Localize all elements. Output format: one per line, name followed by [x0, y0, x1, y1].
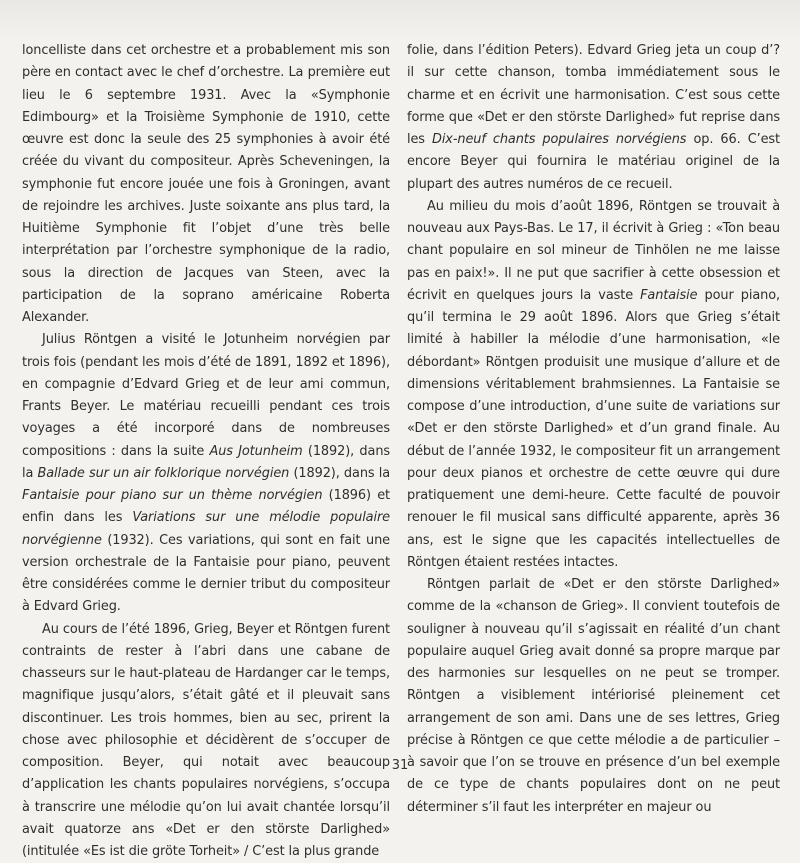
paragraph-6 [407, 574, 780, 819]
paragraph-text: pour piano, qu’il termina le 29 août 1896. Alors que Grieg s’était limité à habiller la mélodie d’une harmonisation, «le débordant» Röntgen produisit une musique d’allure et de dimensions véritablement brahmsiennes. La Fantaisie se compose d’une introduction, d’une suite de variations sur «Det er den störste Darlighed» et d’un grand finale. Au début de l’année 1932, le compositeur fit un arrangement pour deux pianos et orchestre de cette œuvre qui dure pratiquement une demi-heure. Cette faculté de pouvoir renouer le fil musical sans difficulté apparente, après 36 ans, est le signe que les capacités intellectuelles de Röntgen étaient restées intactes. [407, 288, 780, 570]
paragraph-text: (1932). Ces variations, qui sont en fait une version orchestrale de la Fantaisie pour piano, peuvent être considérées comme le dernier tribut du compositeur à Edvard Grieg. [22, 533, 390, 615]
work-title-italic: Fantaisie [640, 288, 697, 303]
paragraph-text: op. 66. C’est encore Beyer qui fournira le matériau originel de la plupart des autres numéros de ce recueil. [407, 132, 780, 192]
paragraph-2 [22, 329, 390, 618]
work-title-italic: Ballade sur un air folklorique norvégien [38, 466, 290, 481]
page-number: 31 [0, 758, 800, 773]
paragraph-text: Julius Röntgen a visité le Jotunheim norvégien par trois fois (pendant les mois d’été de 1891, 1892 et 1896), en compagnie d’Edvard Grieg et de leur ami commun, Frants Beyer. Le matériau recueilli pendant ces trois voyages a été incorporé dans de nombreuses compositions : dans la suite [22, 332, 390, 458]
work-title-italic: Aus Jotunheim [210, 444, 303, 459]
paragraph-text: folie, dans l’édition Peters). Edvard Grieg jeta un coup d’?il sur cette chanson, tomba immédiatement sous le charme et en écrivit une harmonisation. C’est sous cette forme que «Det er den störste Darlighed» fut reprise dans les [407, 43, 780, 147]
text-column-right [407, 40, 780, 819]
paragraph-4 [407, 40, 780, 196]
paragraph-text: Au cours de l’été 1896, Grieg, Beyer et Röntgen furent contraints de rester à l’abri dans une cabane de chasseurs sur le haut-plateau de Hardanger car le temps, magnifique jusqu’alors, s’était gâté et il pleuvait sans discontinuer. Les trois hommes, bien au sec, prirent la chose avec philosophie et décidèrent de s’occuper de composition. Beyer, qui notait avec beaucoup d’application les chants populaires norvégiens, s’occupa à transcrire une mélodie qu’on lui avait chantée lorsqu’il avait quatorze ans «Det er den störste Darlighed» (intitulée «Es ist die gröte Torheit» / C’est la plus grande [22, 622, 390, 860]
work-title-italic: Variations sur une mélodie populaire norvégienne [22, 510, 390, 547]
work-title-italic: Dix-neuf chants populaires norvégiens [432, 132, 686, 147]
paragraph-text: Röntgen parlait de «Det er den störste Darlighed» comme de la «chanson de Grieg». Il convient toutefois de souligner à nouveau qu’il s’agissait en réalité d’un chant populaire auquel Grieg avait donné sa propre marque par des harmonies sur lesquelles on ne peut se tromper. Röntgen a visiblement intériorisé pleinement cet arrangement de son ami. Dans une de ses lettres, Grieg précise à Röntgen ce que cette mélodie a de particulier – à savoir que l’on se trouve en présence d’un bel exemple de ce type de chants populaires dont on ne peut déterminer s’il faut les interpréter en majeur ou [407, 577, 780, 815]
paragraph-3 [22, 619, 390, 863]
paragraph-text: (1892), dans la [289, 466, 390, 481]
paragraph-text: Au milieu du mois d’août 1896, Röntgen se trouvait à nouveau aux Pays-Bas. Le 17, il écrivit à Grieg : «Ton beau chant populaire en sol mineur de Tinhölen ne me laisse pas en paix!». Il ne put que sacrifier à cette obsession et écrivit en quelques jours la vaste [407, 199, 780, 303]
work-title-italic: Fantaisie pour piano sur un thème norvégien [22, 488, 322, 503]
paragraph-5 [407, 196, 780, 574]
page-top-edge [0, 0, 800, 40]
paragraph-text: (1896) et enfin dans les [22, 488, 390, 525]
text-column-left [22, 40, 390, 863]
paragraph-1 [22, 40, 390, 329]
paragraph-text: (1892), dans la [22, 444, 390, 481]
paragraph-text: loncelliste dans cet orchestre et a probablement mis son père en contact avec le chef d’orchestre. La première eut lieu le 6 septembre 1931. Avec la «Symphonie Edimbourg» et la Troisième Symphonie de 1910, cette œuvre est donc la seule des 25 symphonies à avoir été créée du vivant du compositeur. Après Scheveningen, la symphonie fut encore jouée une fois à Groningen, avant de rejoindre les archives. Juste soixante ans plus tard, la Huitième Symphonie fit l’objet d’une très belle interprétation par l’orchestre symphonique de la radio, sous la direction de Jacques van Steen, avec la participation de la soprano américaine Roberta Alexander. [22, 43, 390, 325]
